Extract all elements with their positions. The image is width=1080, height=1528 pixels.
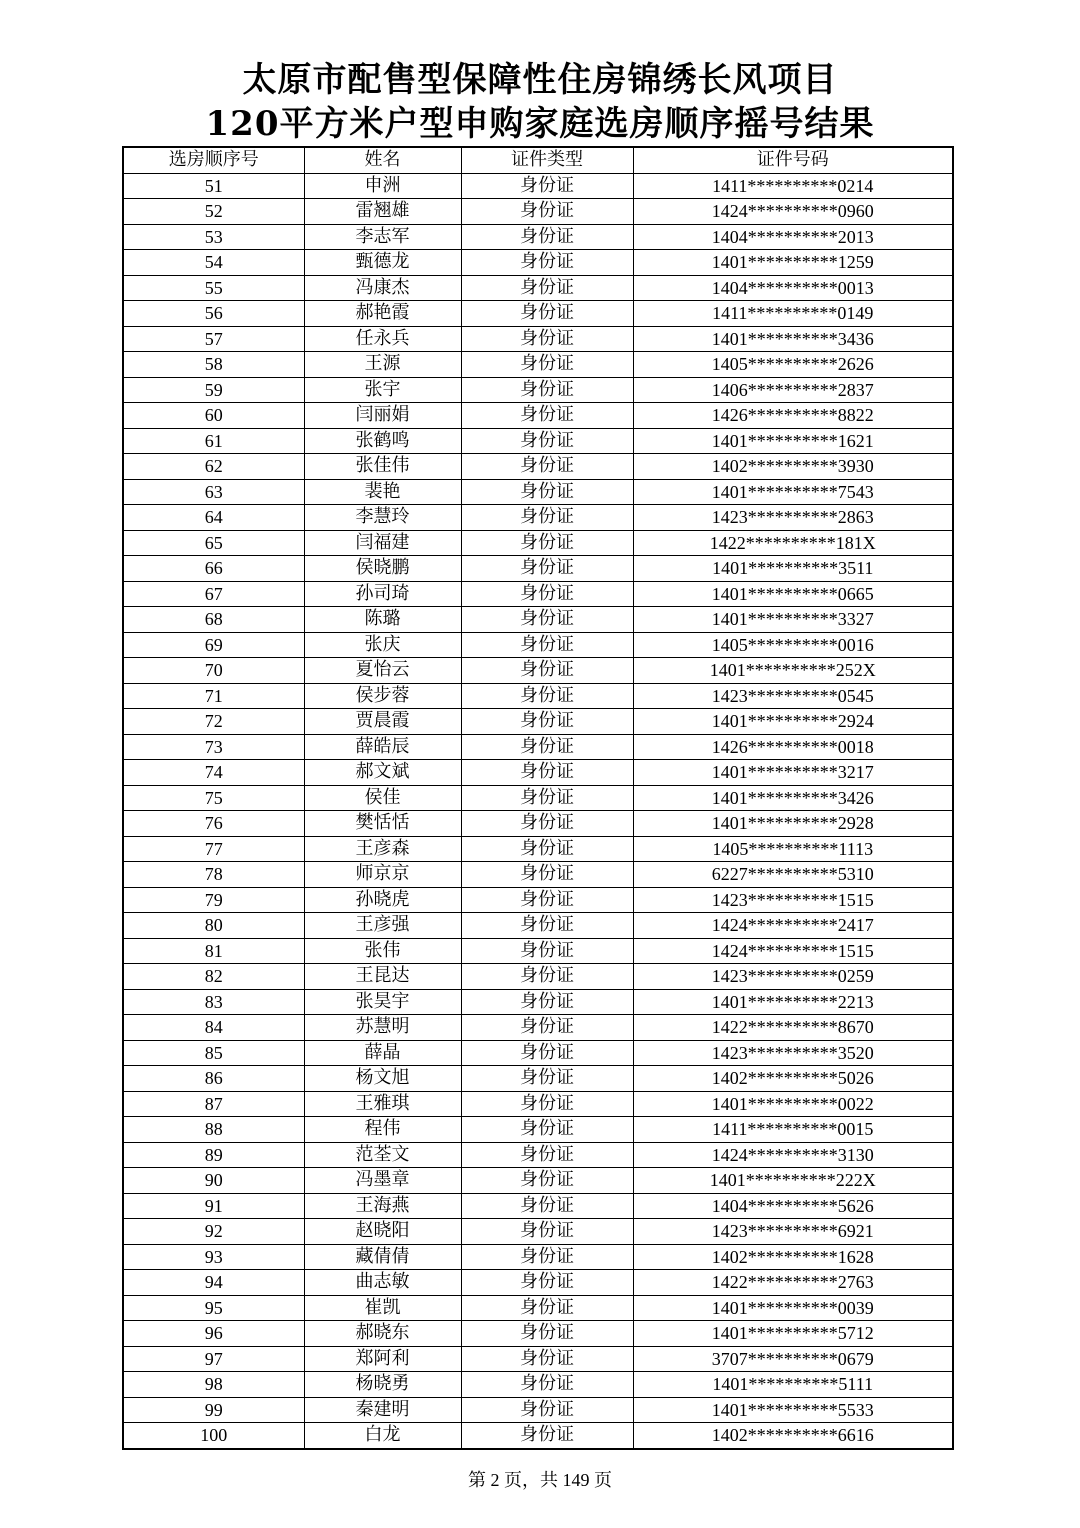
- table-row: [123, 632, 953, 658]
- cell-id-number: 1401**********0039: [633, 1295, 953, 1321]
- cell-name: 王源: [304, 352, 461, 378]
- cell-seq: 83: [123, 989, 304, 1015]
- cell-seq: 80: [123, 913, 304, 939]
- cell-id-number: 1401**********0022: [633, 1091, 953, 1117]
- table-row: [123, 1423, 953, 1449]
- table-row: [123, 989, 953, 1015]
- cell-id-type: 身份证: [461, 862, 633, 888]
- table-row: [123, 709, 953, 735]
- cell-id-number: 1423**********6921: [633, 1219, 953, 1245]
- table-row: [123, 1346, 953, 1372]
- cell-name: 申洲: [304, 173, 461, 199]
- table-row: [123, 862, 953, 888]
- table-body: [123, 173, 953, 1449]
- cell-seq: 59: [123, 377, 304, 403]
- cell-id-number: 1401**********3327: [633, 607, 953, 633]
- cell-name: 裴艳: [304, 479, 461, 505]
- table-row: [123, 1295, 953, 1321]
- cell-seq: 61: [123, 428, 304, 454]
- cell-name: 藏倩倩: [304, 1244, 461, 1270]
- cell-name: 张鹤鸣: [304, 428, 461, 454]
- cell-name: 苏慧明: [304, 1015, 461, 1041]
- cell-seq: 94: [123, 1270, 304, 1296]
- cell-name: 李志军: [304, 224, 461, 250]
- cell-name: 冯康杰: [304, 275, 461, 301]
- cell-id-type: 身份证: [461, 811, 633, 837]
- cell-id-number: 1423**********0545: [633, 683, 953, 709]
- cell-name: 郝文斌: [304, 760, 461, 786]
- cell-id-number: 1424**********2417: [633, 913, 953, 939]
- table-row: [123, 428, 953, 454]
- table-row: [123, 479, 953, 505]
- cell-seq: 68: [123, 607, 304, 633]
- table-row: [123, 887, 953, 913]
- table-row: [123, 1397, 953, 1423]
- cell-id-type: 身份证: [461, 709, 633, 735]
- table-row: [123, 760, 953, 786]
- cell-seq: 95: [123, 1295, 304, 1321]
- cell-seq: 67: [123, 581, 304, 607]
- cell-id-type: 身份证: [461, 632, 633, 658]
- cell-name: 张伟: [304, 938, 461, 964]
- cell-name: 师京京: [304, 862, 461, 888]
- cell-seq: 75: [123, 785, 304, 811]
- cell-name: 任永兵: [304, 326, 461, 352]
- cell-id-type: 身份证: [461, 173, 633, 199]
- cell-seq: 55: [123, 275, 304, 301]
- document-title-line2: 120平方米户型申购家庭选房顺序摇号结果: [205, 104, 875, 144]
- cell-seq: 64: [123, 505, 304, 531]
- table-row: [123, 505, 953, 531]
- table-row: [123, 785, 953, 811]
- table-header-row: [123, 147, 953, 173]
- table-row: [123, 1091, 953, 1117]
- cell-seq: 93: [123, 1244, 304, 1270]
- cell-name: 张昊宇: [304, 989, 461, 1015]
- cell-id-type: 身份证: [461, 275, 633, 301]
- document-title-line1: 太原市配售型保障性住房锦绣长风项目: [242, 60, 838, 100]
- cell-id-number: 1402**********6616: [633, 1423, 953, 1449]
- cell-id-number: 1401**********2924: [633, 709, 953, 735]
- cell-seq: 73: [123, 734, 304, 760]
- column-header-name: 姓名: [304, 147, 461, 173]
- cell-id-number: 6227**********5310: [633, 862, 953, 888]
- cell-seq: 89: [123, 1142, 304, 1168]
- table-row: [123, 275, 953, 301]
- cell-id-number: 1411**********0149: [633, 301, 953, 327]
- cell-seq: 76: [123, 811, 304, 837]
- table-row: [123, 1117, 953, 1143]
- table-row: [123, 964, 953, 990]
- cell-id-number: 1423**********2863: [633, 505, 953, 531]
- cell-name: 张庆: [304, 632, 461, 658]
- cell-id-type: 身份证: [461, 683, 633, 709]
- table-row: [123, 1372, 953, 1398]
- cell-id-type: 身份证: [461, 377, 633, 403]
- cell-seq: 53: [123, 224, 304, 250]
- cell-name: 杨文旭: [304, 1066, 461, 1092]
- table-row: [123, 326, 953, 352]
- table-row: [123, 250, 953, 276]
- table-row: [123, 683, 953, 709]
- table-row: [123, 1142, 953, 1168]
- cell-id-number: 1423**********1515: [633, 887, 953, 913]
- cell-id-number: 1405**********1113: [633, 836, 953, 862]
- cell-name: 赵晓阳: [304, 1219, 461, 1245]
- cell-id-type: 身份证: [461, 734, 633, 760]
- cell-id-type: 身份证: [461, 989, 633, 1015]
- cell-id-type: 身份证: [461, 1040, 633, 1066]
- table-row: [123, 581, 953, 607]
- cell-id-type: 身份证: [461, 1423, 633, 1449]
- table-row: [123, 938, 953, 964]
- cell-name: 郝艳霞: [304, 301, 461, 327]
- cell-id-type: 身份证: [461, 1244, 633, 1270]
- cell-id-number: 1423**********3520: [633, 1040, 953, 1066]
- cell-seq: 65: [123, 530, 304, 556]
- cell-id-type: 身份证: [461, 1142, 633, 1168]
- table-row: [123, 224, 953, 250]
- cell-id-number: 1402**********1628: [633, 1244, 953, 1270]
- cell-id-number: 1401**********222X: [633, 1168, 953, 1194]
- table-row: [123, 556, 953, 582]
- cell-id-number: 1411**********0214: [633, 173, 953, 199]
- table-row: [123, 199, 953, 225]
- cell-id-number: 1404**********0013: [633, 275, 953, 301]
- cell-seq: 97: [123, 1346, 304, 1372]
- table-row: [123, 1015, 953, 1041]
- cell-id-type: 身份证: [461, 556, 633, 582]
- cell-name: 杨晓勇: [304, 1372, 461, 1398]
- cell-id-number: 1424**********1515: [633, 938, 953, 964]
- cell-name: 程伟: [304, 1117, 461, 1143]
- cell-id-number: 1401**********2213: [633, 989, 953, 1015]
- cell-id-number: 1401**********2928: [633, 811, 953, 837]
- cell-name: 薛晶: [304, 1040, 461, 1066]
- cell-name: 王昆达: [304, 964, 461, 990]
- cell-id-type: 身份证: [461, 836, 633, 862]
- table-row: [123, 530, 953, 556]
- cell-seq: 84: [123, 1015, 304, 1041]
- table-row: [123, 403, 953, 429]
- page-footer: 第 2 页，共 149 页: [468, 1470, 612, 1490]
- cell-id-type: 身份证: [461, 658, 633, 684]
- cell-seq: 91: [123, 1193, 304, 1219]
- column-header-seq: 选房顺序号: [123, 147, 304, 173]
- table-row: [123, 811, 953, 837]
- cell-seq: 77: [123, 836, 304, 862]
- cell-id-type: 身份证: [461, 1372, 633, 1398]
- cell-name: 侯佳: [304, 785, 461, 811]
- cell-name: 夏怡云: [304, 658, 461, 684]
- cell-id-type: 身份证: [461, 1117, 633, 1143]
- cell-seq: 100: [123, 1423, 304, 1449]
- cell-name: 范荃文: [304, 1142, 461, 1168]
- cell-id-type: 身份证: [461, 760, 633, 786]
- table-row: [123, 1066, 953, 1092]
- cell-seq: 78: [123, 862, 304, 888]
- cell-name: 冯墨章: [304, 1168, 461, 1194]
- cell-id-number: 1426**********0018: [633, 734, 953, 760]
- table-row: [123, 1321, 953, 1347]
- cell-id-type: 身份证: [461, 454, 633, 480]
- cell-id-number: 1423**********0259: [633, 964, 953, 990]
- cell-id-number: 1401**********5111: [633, 1372, 953, 1398]
- cell-seq: 72: [123, 709, 304, 735]
- table-row: [123, 734, 953, 760]
- cell-id-type: 身份证: [461, 607, 633, 633]
- cell-name: 张佳伟: [304, 454, 461, 480]
- column-header-id-type: 证件类型: [461, 147, 633, 173]
- cell-id-number: 1406**********2837: [633, 377, 953, 403]
- cell-id-type: 身份证: [461, 1015, 633, 1041]
- cell-id-type: 身份证: [461, 403, 633, 429]
- cell-seq: 96: [123, 1321, 304, 1347]
- table-row: [123, 1168, 953, 1194]
- cell-seq: 90: [123, 1168, 304, 1194]
- cell-id-number: 1402**********5026: [633, 1066, 953, 1092]
- cell-seq: 99: [123, 1397, 304, 1423]
- cell-id-number: 1405**********0016: [633, 632, 953, 658]
- cell-id-type: 身份证: [461, 1066, 633, 1092]
- cell-name: 郑阿利: [304, 1346, 461, 1372]
- cell-id-type: 身份证: [461, 224, 633, 250]
- cell-id-type: 身份证: [461, 1168, 633, 1194]
- cell-name: 雷翘雄: [304, 199, 461, 225]
- table-row: [123, 454, 953, 480]
- table-row: [123, 1219, 953, 1245]
- cell-id-type: 身份证: [461, 581, 633, 607]
- cell-id-type: 身份证: [461, 1397, 633, 1423]
- table-row: [123, 173, 953, 199]
- cell-seq: 69: [123, 632, 304, 658]
- cell-id-number: 1401**********5533: [633, 1397, 953, 1423]
- cell-name: 崔凯: [304, 1295, 461, 1321]
- table-row: [123, 301, 953, 327]
- cell-name: 侯晓鹏: [304, 556, 461, 582]
- table-row: [123, 913, 953, 939]
- cell-seq: 82: [123, 964, 304, 990]
- cell-id-number: 1401**********3511: [633, 556, 953, 582]
- cell-name: 侯步蓉: [304, 683, 461, 709]
- cell-id-number: 1401**********3436: [633, 326, 953, 352]
- cell-name: 薛皓辰: [304, 734, 461, 760]
- cell-name: 贾晨霞: [304, 709, 461, 735]
- cell-id-type: 身份证: [461, 505, 633, 531]
- cell-seq: 60: [123, 403, 304, 429]
- cell-name: 王海燕: [304, 1193, 461, 1219]
- cell-name: 张宇: [304, 377, 461, 403]
- cell-id-type: 身份证: [461, 428, 633, 454]
- cell-seq: 54: [123, 250, 304, 276]
- cell-name: 曲志敏: [304, 1270, 461, 1296]
- table-row: [123, 607, 953, 633]
- table-row: [123, 352, 953, 378]
- cell-seq: 86: [123, 1066, 304, 1092]
- cell-name: 樊恬恬: [304, 811, 461, 837]
- cell-id-type: 身份证: [461, 1346, 633, 1372]
- cell-id-number: 1401**********3217: [633, 760, 953, 786]
- cell-name: 秦建明: [304, 1397, 461, 1423]
- table-row: [123, 1040, 953, 1066]
- cell-id-type: 身份证: [461, 938, 633, 964]
- cell-name: 闫福建: [304, 530, 461, 556]
- cell-id-type: 身份证: [461, 250, 633, 276]
- table-row: [123, 1244, 953, 1270]
- cell-name: 李慧玲: [304, 505, 461, 531]
- cell-name: 王彦森: [304, 836, 461, 862]
- cell-id-number: 1422**********8670: [633, 1015, 953, 1041]
- cell-seq: 66: [123, 556, 304, 582]
- cell-id-type: 身份证: [461, 964, 633, 990]
- table-row: [123, 1270, 953, 1296]
- cell-seq: 81: [123, 938, 304, 964]
- cell-name: 白龙: [304, 1423, 461, 1449]
- table-row: [123, 658, 953, 684]
- cell-seq: 57: [123, 326, 304, 352]
- cell-seq: 85: [123, 1040, 304, 1066]
- cell-id-number: 1405**********2626: [633, 352, 953, 378]
- cell-name: 闫丽娟: [304, 403, 461, 429]
- cell-id-number: 1424**********3130: [633, 1142, 953, 1168]
- cell-id-type: 身份证: [461, 785, 633, 811]
- table-row: [123, 1193, 953, 1219]
- cell-id-number: 1401**********1259: [633, 250, 953, 276]
- cell-name: 陈璐: [304, 607, 461, 633]
- cell-name: 王彦强: [304, 913, 461, 939]
- cell-id-number: 1426**********8822: [633, 403, 953, 429]
- cell-id-type: 身份证: [461, 1091, 633, 1117]
- cell-id-number: 1401**********7543: [633, 479, 953, 505]
- cell-id-type: 身份证: [461, 1321, 633, 1347]
- cell-id-number: 1422**********181X: [633, 530, 953, 556]
- cell-seq: 52: [123, 199, 304, 225]
- cell-seq: 92: [123, 1219, 304, 1245]
- cell-id-number: 1422**********2763: [633, 1270, 953, 1296]
- cell-name: 甄德龙: [304, 250, 461, 276]
- table-row: [123, 377, 953, 403]
- cell-seq: 51: [123, 173, 304, 199]
- cell-id-number: 1401**********1621: [633, 428, 953, 454]
- cell-id-number: 1402**********3930: [633, 454, 953, 480]
- cell-id-type: 身份证: [461, 913, 633, 939]
- cell-seq: 63: [123, 479, 304, 505]
- column-header-id-number: 证件号码: [633, 147, 953, 173]
- cell-id-type: 身份证: [461, 199, 633, 225]
- cell-id-type: 身份证: [461, 301, 633, 327]
- cell-id-type: 身份证: [461, 1219, 633, 1245]
- cell-id-type: 身份证: [461, 530, 633, 556]
- cell-name: 孙司琦: [304, 581, 461, 607]
- cell-seq: 74: [123, 760, 304, 786]
- cell-id-number: 3707**********0679: [633, 1346, 953, 1372]
- cell-id-type: 身份证: [461, 479, 633, 505]
- cell-id-number: 1401**********252X: [633, 658, 953, 684]
- cell-id-number: 1401**********3426: [633, 785, 953, 811]
- cell-seq: 71: [123, 683, 304, 709]
- lottery-result-table: [122, 146, 954, 1450]
- cell-id-type: 身份证: [461, 326, 633, 352]
- cell-seq: 98: [123, 1372, 304, 1398]
- cell-id-type: 身份证: [461, 352, 633, 378]
- cell-seq: 87: [123, 1091, 304, 1117]
- cell-id-type: 身份证: [461, 887, 633, 913]
- cell-seq: 58: [123, 352, 304, 378]
- cell-seq: 70: [123, 658, 304, 684]
- cell-id-type: 身份证: [461, 1295, 633, 1321]
- cell-name: 孙晓虎: [304, 887, 461, 913]
- cell-seq: 62: [123, 454, 304, 480]
- cell-id-number: 1404**********5626: [633, 1193, 953, 1219]
- cell-name: 王雅琪: [304, 1091, 461, 1117]
- cell-seq: 79: [123, 887, 304, 913]
- cell-id-number: 1404**********2013: [633, 224, 953, 250]
- cell-id-number: 1411**********0015: [633, 1117, 953, 1143]
- table-row: [123, 836, 953, 862]
- cell-seq: 56: [123, 301, 304, 327]
- cell-seq: 88: [123, 1117, 304, 1143]
- cell-id-number: 1401**********0665: [633, 581, 953, 607]
- cell-name: 郝晓东: [304, 1321, 461, 1347]
- cell-id-type: 身份证: [461, 1270, 633, 1296]
- cell-id-type: 身份证: [461, 1193, 633, 1219]
- cell-id-number: 1401**********5712: [633, 1321, 953, 1347]
- cell-id-number: 1424**********0960: [633, 199, 953, 225]
